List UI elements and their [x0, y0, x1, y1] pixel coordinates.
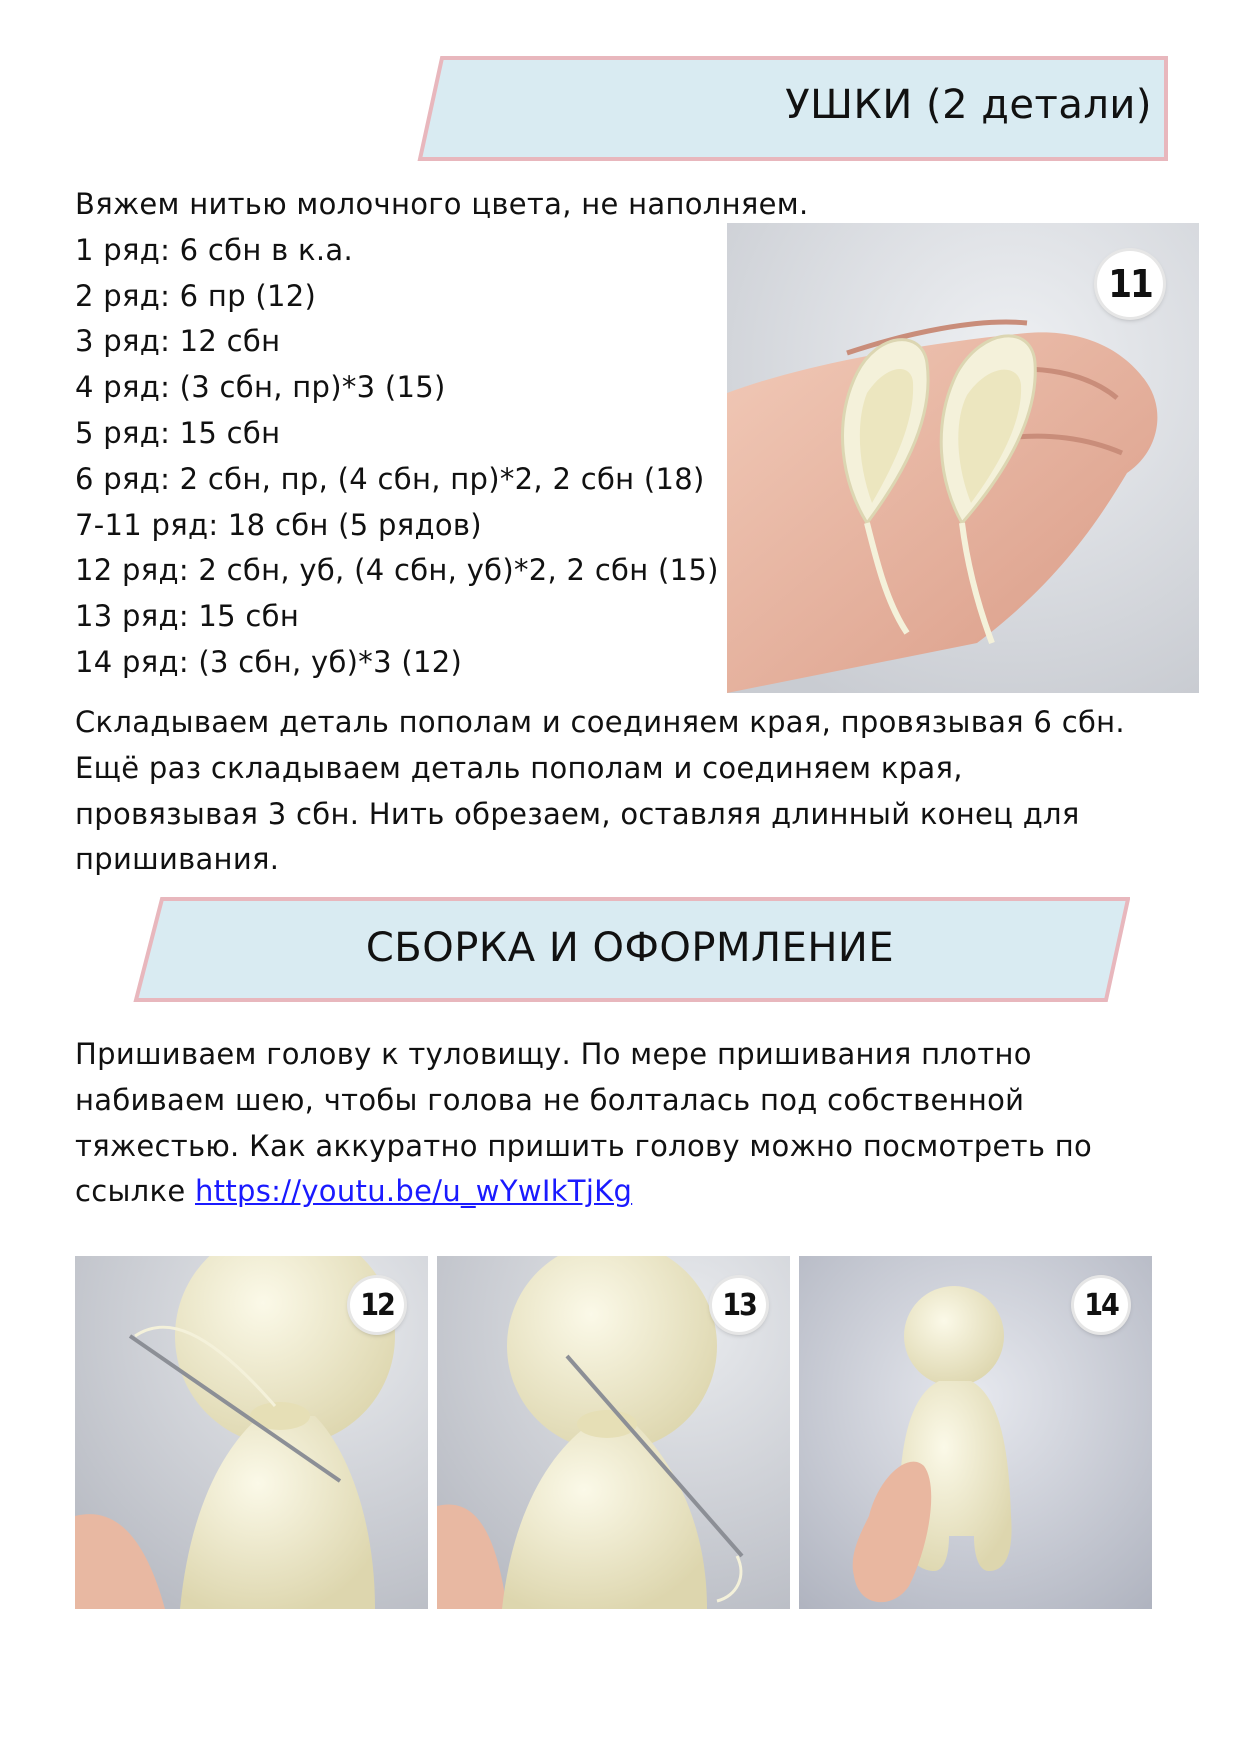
photo-sewing-head-2 — [437, 1256, 790, 1609]
photo-number-badge: 13 — [712, 1278, 766, 1332]
link-prefix: ссылке — [75, 1174, 195, 1209]
row-line: 14 ряд: (3 сбн, уб)*3 (12) — [75, 644, 463, 679]
paragraph-line: Пришиваем голову к туловищу. По мере пришивания плотно — [75, 1037, 1032, 1071]
row-line: 5 ряд: 15 сбн — [75, 415, 281, 450]
paragraph-line — [75, 1169, 1092, 1215]
photo-head-attached — [799, 1256, 1152, 1609]
paragraph-line: набиваем шею, чтобы голова не болталась под собственной — [75, 1082, 1025, 1117]
row-line: 1 ряд: 6 сбн в к.а. — [75, 232, 353, 267]
photo-sewing-head-1 — [75, 1256, 428, 1609]
row-line: 2 ряд: 6 пр (12) — [75, 278, 317, 313]
ears-assembly-text — [75, 700, 1125, 883]
paragraph-line: Ещё раз складываем деталь пополам и соединяем края, — [75, 750, 963, 785]
row-line: 13 ряд: 15 сбн — [75, 599, 300, 634]
photo-ears-in-hand — [727, 223, 1199, 693]
paragraph-line: провязывая 3 сбн. Нить обрезаем, оставляя длинный конец для — [75, 796, 1080, 831]
photo-number-badge: 14 — [1074, 1278, 1128, 1332]
paragraph-line: пришивания. — [75, 842, 280, 877]
row-line: 6 ряд: 2 сбн, пр, (4 сбн, пр)*2, 2 сбн (18) — [75, 461, 705, 496]
row-line: 4 ряд: (3 сбн, пр)*3 (15) — [75, 370, 446, 405]
youtube-link[interactable]: https://youtu.be/u_wYwIkTjKg — [195, 1174, 633, 1209]
section-title-assembly: СБОРКА И ОФОРМЛЕНИЕ — [365, 925, 895, 971]
row-line: 7-11 ряд: 18 сбн (5 рядов) — [75, 507, 482, 542]
row-line: 3 ряд: 12 сбн — [75, 324, 281, 359]
section-banner-ears — [410, 52, 1170, 167]
ears-instructions — [75, 182, 808, 686]
section-title-ears: УШКИ (2 детали) — [785, 82, 1152, 128]
photo-number-badge: 12 — [350, 1278, 404, 1332]
photo-number-badge: 11 — [1097, 251, 1163, 317]
row-line: 12 ряд: 2 сбн, уб, (4 сбн, уб)*2, 2 сбн (15) — [75, 553, 719, 588]
paragraph-line: Складываем деталь пополам и соединяем края, провязывая 6 сбн. — [75, 705, 1125, 739]
section-banner-assembly — [130, 893, 1130, 1008]
paragraph-line: тяжестью. Как аккуратно пришить голову можно посмотреть по — [75, 1128, 1093, 1163]
ears-intro: Вяжем нитью молочного цвета, не наполняем. — [75, 187, 809, 221]
assembly-instructions — [75, 1032, 1092, 1215]
